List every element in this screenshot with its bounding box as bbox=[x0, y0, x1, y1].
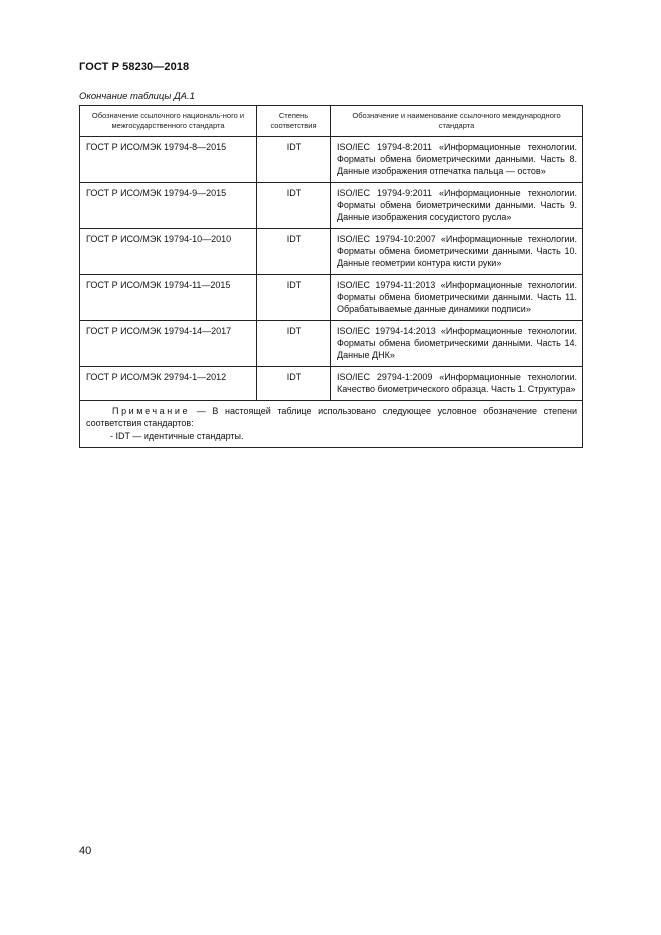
table-row bbox=[80, 367, 583, 401]
note-paragraph bbox=[86, 405, 577, 429]
column-header-national: Обозначение ссылочного националь-ного и межгосударственного стандарта bbox=[80, 106, 257, 137]
column-header-international: Обозначение и наименование ссылочного международного стандарта bbox=[331, 106, 583, 137]
document-designation: ГОСТ Р 58230—2018 bbox=[79, 61, 190, 73]
national-standard-cell: ГОСТ Р ИСО/МЭК 19794-10—2010 bbox=[80, 229, 257, 275]
table-row bbox=[80, 321, 583, 367]
national-standard-cell: ГОСТ Р ИСО/МЭК 29794-1—2012 bbox=[80, 367, 257, 401]
note-text: — В настоящей таблице использовано следующее условное обозначение степени соответствия стандартов: bbox=[86, 406, 577, 428]
national-standard-cell: ГОСТ Р ИСО/МЭК 19794-8—2015 bbox=[80, 137, 257, 183]
table-row bbox=[80, 275, 583, 321]
table-note bbox=[80, 401, 583, 448]
note-heading: Примечание bbox=[112, 406, 191, 416]
degree-cell: IDT bbox=[257, 321, 331, 367]
note-list-item: - IDT — идентичные стандарты. bbox=[110, 431, 244, 441]
table-row bbox=[80, 183, 583, 229]
international-standard-cell: ISO/IEC 29794-1:2009 «Информационные технологии. Качество биометрического образца. Часть 1. Структура» bbox=[331, 367, 583, 401]
note-row bbox=[80, 401, 583, 448]
international-standard-cell: ISO/IEC 19794-9:2011 «Информационные технологии. Форматы обмена биометрическими данными. Часть 9. Данные изображения сосудистого русла» bbox=[331, 183, 583, 229]
degree-cell: IDT bbox=[257, 275, 331, 321]
table-header-row bbox=[80, 106, 583, 137]
international-standard-cell: ISO/IEC 19794-14:2013 «Информационные технологии. Форматы обмена биометрическими данными. Часть 14. Данные ДНК» bbox=[331, 321, 583, 367]
degree-cell: IDT bbox=[257, 137, 331, 183]
international-standard-cell: ISO/IEC 19794-11:2013 «Информационные технологии. Форматы обмена биометрическими данными. Часть 11. Обрабатываемые данные динамики подписи» bbox=[331, 275, 583, 321]
degree-cell: IDT bbox=[257, 229, 331, 275]
standards-table bbox=[79, 105, 583, 448]
table-row bbox=[80, 229, 583, 275]
table-caption: Окончание таблицы ДА.1 bbox=[79, 91, 195, 102]
national-standard-cell: ГОСТ Р ИСО/МЭК 19794-11—2015 bbox=[80, 275, 257, 321]
national-standard-cell: ГОСТ Р ИСО/МЭК 19794-9—2015 bbox=[80, 183, 257, 229]
national-standard-cell: ГОСТ Р ИСО/МЭК 19794-14—2017 bbox=[80, 321, 257, 367]
international-standard-cell: ISO/IEC 19794-10:2007 «Информационные технологии. Форматы обмена биометрическими данными. Часть 10. Данные геометрии контура кисти руки» bbox=[331, 229, 583, 275]
international-standard-cell: ISO/IEC 19794-8:2011 «Информационные технологии. Форматы обмена биометрическими данными. Часть 8. Данные изображения отпечатка пальца — остов» bbox=[331, 137, 583, 183]
degree-cell: IDT bbox=[257, 367, 331, 401]
column-header-degree: Степень соответствия bbox=[257, 106, 331, 137]
degree-cell: IDT bbox=[257, 183, 331, 229]
table-row bbox=[80, 137, 583, 183]
page-number: 40 bbox=[79, 845, 92, 857]
